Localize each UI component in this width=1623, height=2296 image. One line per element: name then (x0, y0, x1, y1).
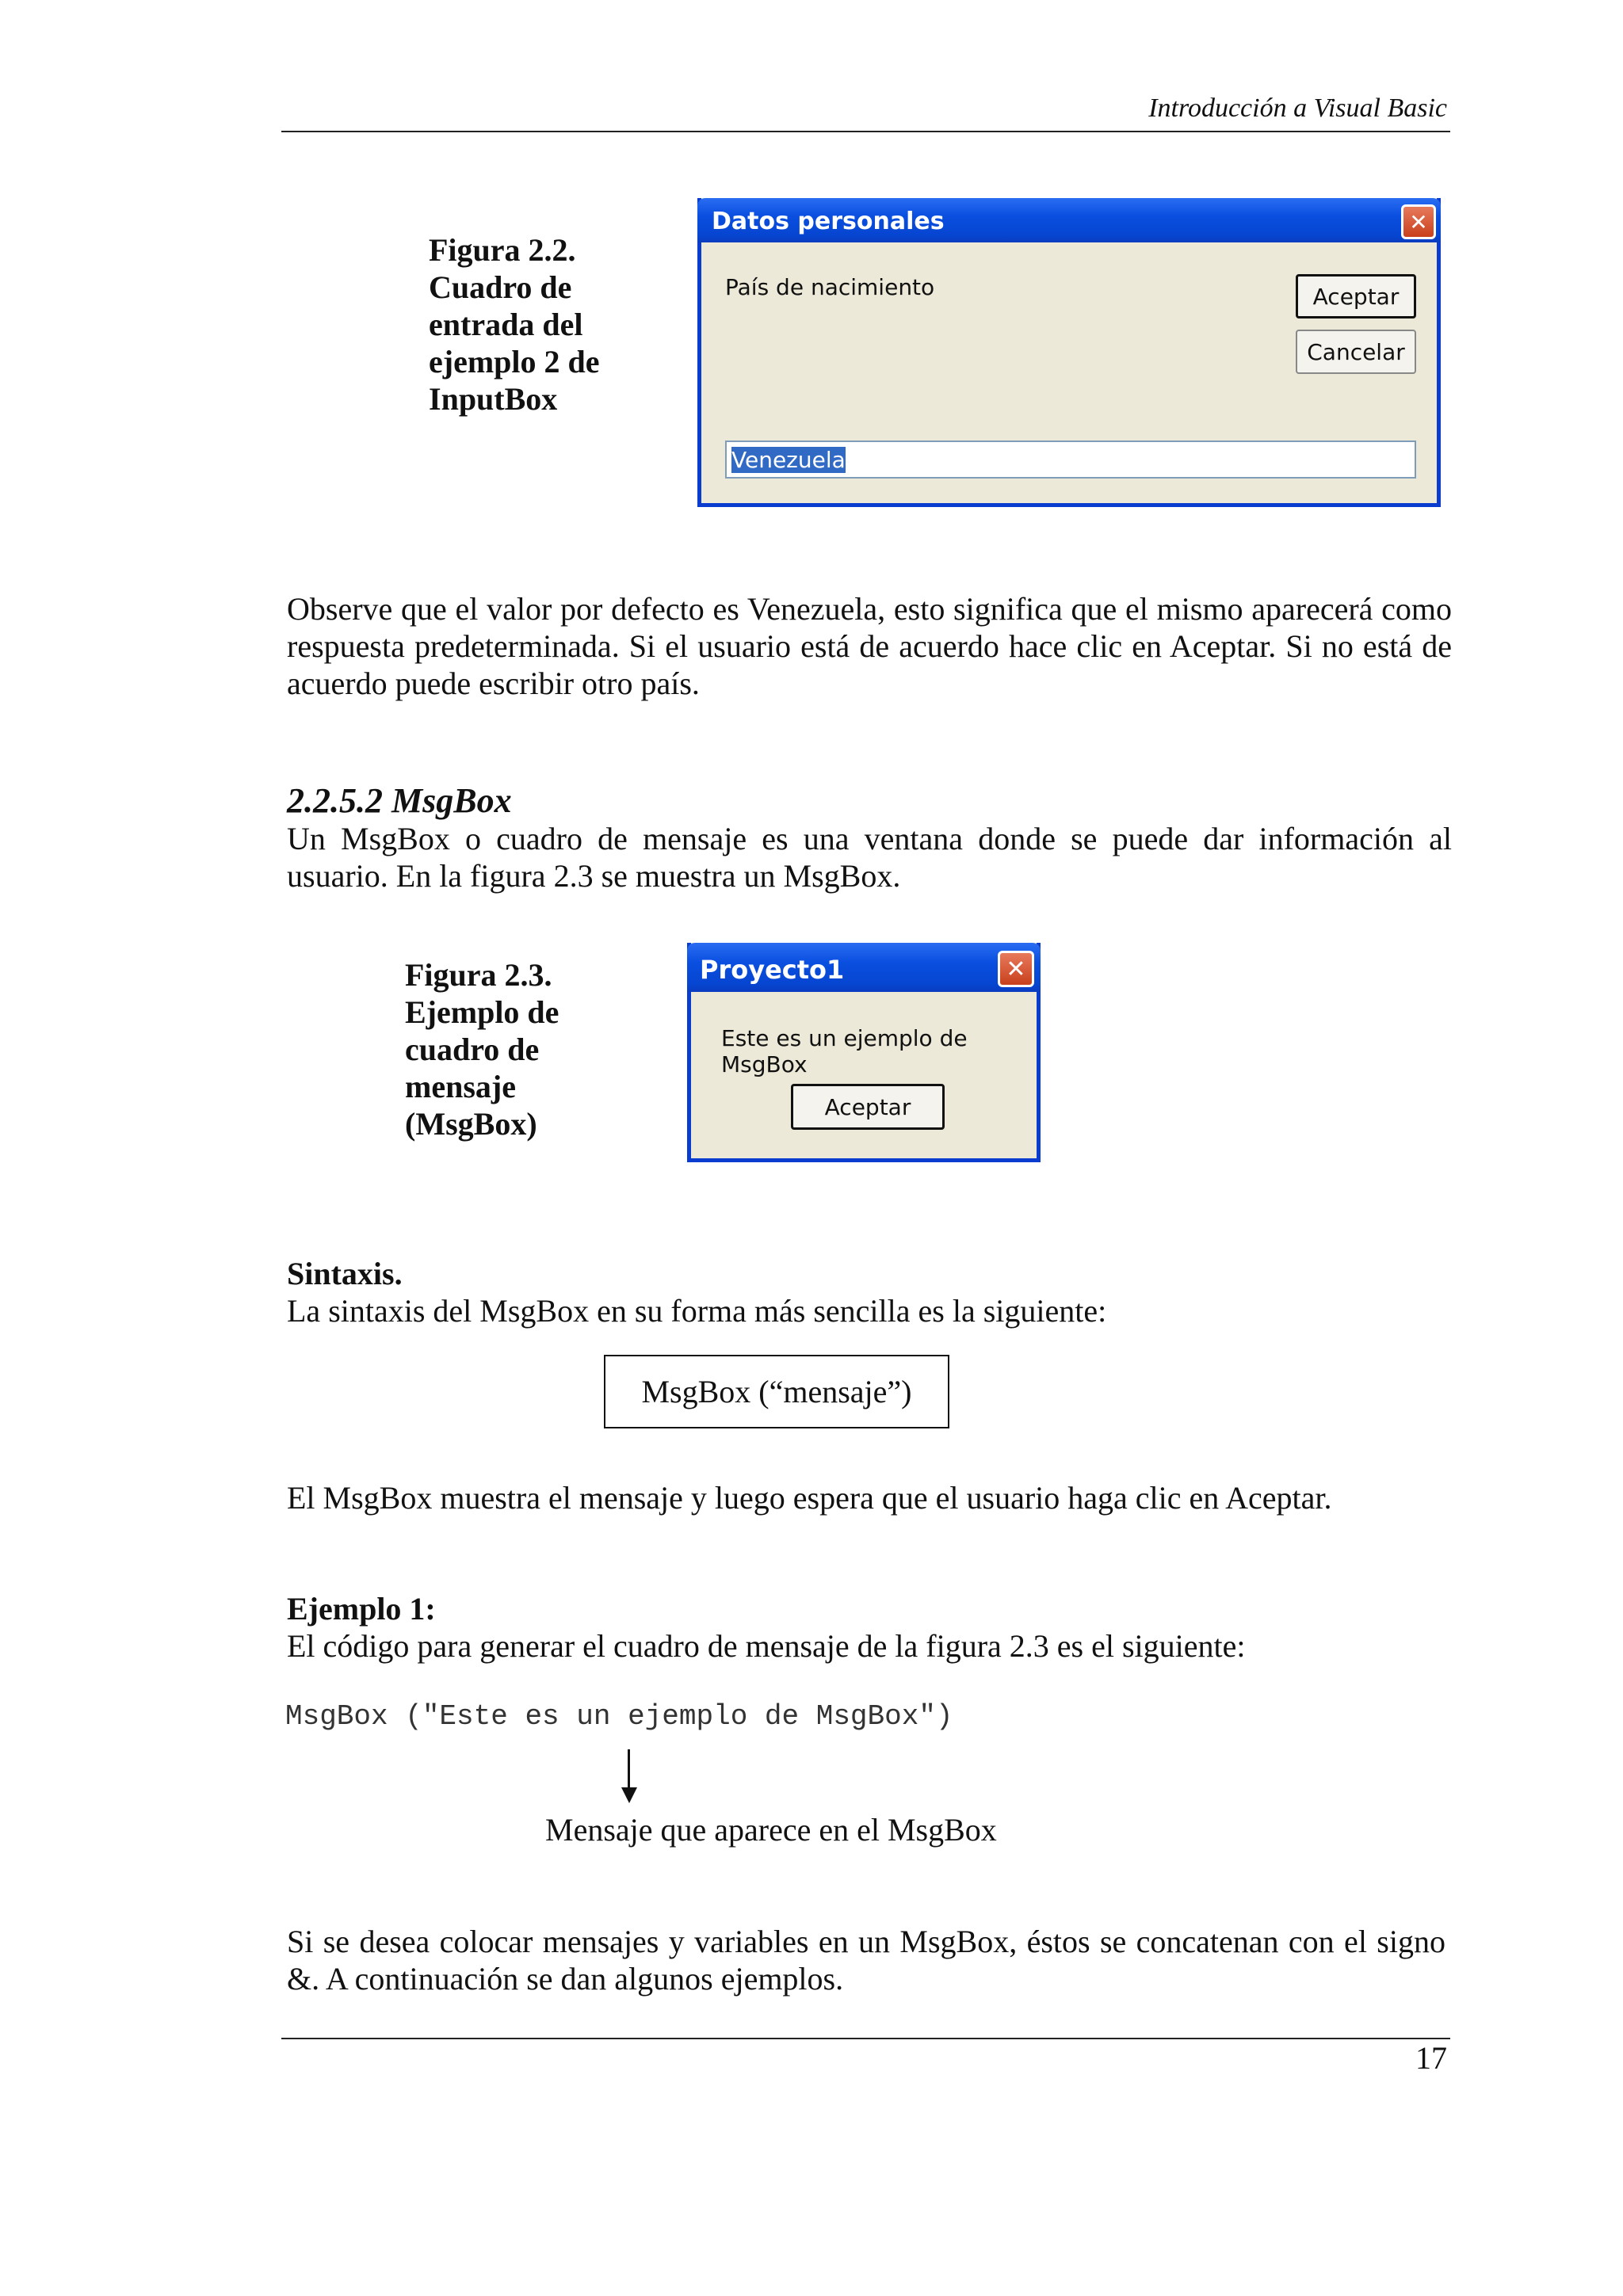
section-intro: Un MsgBox o cuadro de mensaje es una ventana donde se puede dar información al usuario. En la figura 2.3 se muestra un MsgBox. (287, 821, 1452, 894)
ok-button[interactable]: Aceptar (1296, 274, 1416, 318)
figure-2-3-caption (405, 956, 559, 1142)
close-x-icon: ✕ (1409, 208, 1428, 235)
syntax-box: MsgBox (“mensaje”) (604, 1355, 949, 1428)
caption-line: (MsgBox) (405, 1106, 537, 1142)
footer-rule (281, 2038, 1450, 2039)
caption-line: Figura 2.2. (429, 232, 576, 268)
running-header: Introducción a Visual Basic (1148, 93, 1447, 123)
input-value: Venezuela (731, 446, 846, 473)
msgbox-window (687, 943, 1041, 1162)
syntax-text: La sintaxis del MsgBox en su forma más sencilla es la siguiente: (287, 1293, 1107, 1329)
caption-line: mensaje (405, 1069, 516, 1104)
ok-button[interactable]: Aceptar (791, 1084, 945, 1130)
inputbox-prompt: País de nacimiento (725, 274, 935, 300)
paragraph-default-value: Observe que el valor por defecto es Venezuela, esto significa que el mismo aparecerá como respuesta predeterminada. Si el usuario está de acuerdo hace clic en Aceptar. Si no está de acuerdo puede escribir otro país. (287, 591, 1452, 701)
figure-2-2-caption (429, 231, 600, 418)
close-button[interactable] (998, 951, 1034, 987)
code-annotation: Mensaje que aparece en el MsgBox (545, 1812, 997, 1848)
page-number: 17 (1415, 2040, 1447, 2076)
paragraph-msgbox-wait: El MsgBox muestra el mensaje y luego espera que el usuario haga clic en Aceptar. (287, 1480, 1332, 1516)
paragraph-concatenate: Si se desea colocar mensajes y variables en un MsgBox, éstos se concatenan con el signo &. A continuación se dan algunos ejemplos. (287, 1924, 1445, 1997)
header-rule (281, 131, 1450, 132)
code-line: MsgBox ("Este es un ejemplo de MsgBox") (285, 1700, 953, 1733)
inputbox-window (697, 198, 1441, 507)
syntax-heading: Sintaxis. (287, 1256, 403, 1291)
msgbox-title: Proyecto1 (700, 955, 845, 985)
country-input[interactable] (725, 441, 1416, 479)
caption-line: Cuadro de (429, 269, 572, 305)
msgbox-message: Este es un ejemplo de MsgBox (721, 1025, 968, 1077)
close-button[interactable] (1401, 204, 1436, 239)
caption-line: Figura 2.3. (405, 957, 552, 993)
inputbox-title: Datos personales (712, 208, 945, 235)
caption-line: InputBox (429, 381, 558, 417)
section-heading: 2.2.5.2 MsgBox (287, 781, 512, 820)
msgbox-title-bar (687, 943, 1041, 992)
down-arrow-icon (621, 1749, 637, 1803)
caption-line: cuadro de (405, 1032, 540, 1067)
caption-line: entrada del (429, 307, 583, 342)
caption-line: Ejemplo de (405, 994, 559, 1030)
caption-line: ejemplo 2 de (429, 344, 600, 379)
cancel-button[interactable]: Cancelar (1296, 330, 1416, 374)
example-text: El código para generar el cuadro de mensaje de la figura 2.3 es el siguiente: (287, 1628, 1246, 1664)
inputbox-title-bar (697, 198, 1441, 242)
close-x-icon: ✕ (1006, 955, 1026, 983)
example-heading: Ejemplo 1: (287, 1591, 436, 1627)
